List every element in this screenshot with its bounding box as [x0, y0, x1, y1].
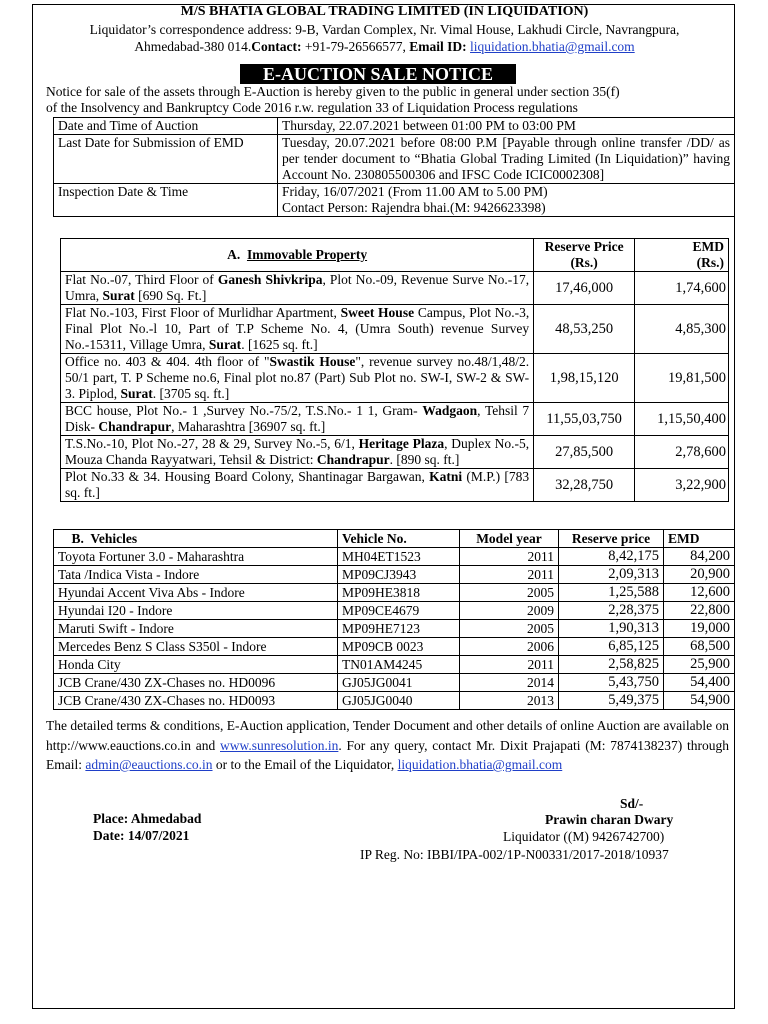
property-emd: 4,85,300 [635, 305, 729, 354]
vehicle-row [54, 566, 735, 584]
immovable-property-table [60, 238, 729, 502]
property-text: Office no. 403 & 404. 4th floor of " [65, 354, 270, 369]
model-year: 2005 [460, 620, 559, 638]
property-text: ", revenue survey no.48/1,48/2. 50/1 part, T. P Scheme no.6, Final plot no.87 (Part) Sub Plot no. SW-I, SW-2 & SW-3. Piplod, [65, 354, 530, 401]
schedule-row [54, 135, 735, 184]
reserve-header-line2: (Rs.) [570, 255, 598, 270]
vehicle-row [54, 548, 735, 566]
liquidator-email-link[interactable]: liquidation.bhatia@gmail.com [397, 757, 563, 772]
date: Date: 14/07/2021 [93, 828, 190, 843]
vehicle-reserve-price: 6,85,125 [559, 638, 664, 656]
property-description [61, 272, 534, 305]
section-b-title: Vehicles [90, 531, 138, 546]
schedule-row [54, 184, 735, 217]
model-year: 2011 [460, 656, 559, 674]
reserve-price-header: Reserve price [559, 530, 664, 548]
model-year: 2006 [460, 638, 559, 656]
property-section-heading [61, 239, 534, 272]
property-reserve-price: 1,98,15,120 [534, 354, 635, 403]
place: Place: Ahmedabad [93, 811, 202, 826]
property-text: , Tehsil 7 Disk- [65, 403, 530, 434]
notice-title: E-AUCTION SALE NOTICE [240, 64, 516, 84]
vehicle-number: MP09HE3818 [338, 584, 460, 602]
footer-text-2: . For any query, contact Mr. Dixit Prajapati (M: 7874138237) through Email: [46, 737, 729, 772]
property-highlight: Surat [208, 337, 242, 352]
model-year: 2014 [460, 674, 559, 692]
liquidator-name: Prawin charan Dwary [545, 812, 674, 827]
vehicle-emd: 54,900 [664, 692, 735, 710]
property-row [61, 469, 729, 502]
address-line-1: Liquidator’s correspondence address: 9-B, Vardan Complex, Nr. Vimal House, Lakhudi Circle, Navrangpura, [89, 22, 680, 37]
vehicle-reserve-price: 5,43,750 [559, 674, 664, 692]
property-row [61, 272, 729, 305]
schedule-label: Last Date for Submission of EMD [54, 135, 278, 184]
property-emd: 1,74,600 [635, 272, 729, 305]
model-year: 2013 [460, 692, 559, 710]
property-row [61, 354, 729, 403]
vehicle-emd: 84,200 [664, 548, 735, 566]
company-title: M/S BHATIA GLOBAL TRADING LIMITED (IN LIQUIDATION) [180, 4, 589, 19]
property-highlight: Ganesh Shivkripa [217, 272, 323, 287]
section-b-label: B. [71, 531, 84, 546]
property-reserve-price: 27,85,500 [534, 436, 635, 469]
vehicle-row [54, 692, 735, 710]
vehicle-name: Hyundai Accent Viva Abs - Indore [54, 584, 338, 602]
footer-text-1: The detailed terms & conditions, E-Auction application, Tender Document and other details of online Auction are available on http://www.eauctions.co.in and [46, 718, 729, 753]
vehicle-reserve-price: 8,42,175 [559, 548, 664, 566]
model-year: 2005 [460, 584, 559, 602]
email-label: Email ID: [409, 39, 467, 54]
vehicle-emd: 19,000 [664, 620, 735, 638]
vehicle-reserve-price: 1,25,588 [559, 584, 664, 602]
vehicle-reserve-price: 2,28,375 [559, 602, 664, 620]
property-text: Flat No.-103, First Floor of Murlidhar Apartment, [65, 305, 341, 320]
property-description [61, 305, 534, 354]
property-highlight: Heritage Plaza [358, 436, 445, 451]
emd-header-line2: (Rs.) [696, 255, 724, 270]
vehicle-reserve-price: 5,49,375 [559, 692, 664, 710]
schedule-value: Thursday, 22.07.2021 between 01:00 PM to 03:00 PM [278, 118, 735, 135]
signature-sd: Sd/- [620, 796, 644, 811]
property-highlight: Surat [102, 288, 135, 303]
schedule-value: Tuesday, 20.07.2021 before 08:00 P.M [Payable through online transfer /DD/ as per tender document to “Bhatia Global Trading Limited (In Liquidation)” having Account No. 230805500306 and IFSC Code ICIC0002308] [278, 135, 735, 184]
section-a-label: A. [227, 247, 241, 262]
vehicle-reserve-price: 1,90,313 [559, 620, 664, 638]
property-description [61, 436, 534, 469]
vehicles-section-heading [54, 530, 338, 548]
property-highlight: Wadgaon [422, 403, 478, 418]
property-emd: 3,22,900 [635, 469, 729, 502]
vehicle-row [54, 638, 735, 656]
liquidator-role: Liquidator ((M) 9426742700) [503, 829, 665, 844]
property-emd: 19,81,500 [635, 354, 729, 403]
vehicle-number: GJ05JG0041 [338, 674, 460, 692]
property-reserve-price: 32,28,750 [534, 469, 635, 502]
address-line-2 [33, 38, 736, 55]
property-highlight: Katni [429, 469, 463, 484]
vehicle-number: MP09CE4679 [338, 602, 460, 620]
vehicle-name: Maruti Swift - Indore [54, 620, 338, 638]
property-text: , Maharashtra [36907 sq. ft.] [171, 419, 326, 434]
property-highlight: Chandrapur [98, 419, 172, 434]
property-text: BCC house, Plot No.- 1 ,Survey No.-75/2, T.S.No.- 1 1, Gram- [65, 403, 423, 418]
schedule-row [54, 118, 735, 135]
vehicles-header-row [54, 530, 735, 548]
vehicle-number: MP09CJ3943 [338, 566, 460, 584]
property-highlight: Swastik House [269, 354, 356, 369]
property-highlight: Surat [120, 386, 153, 401]
property-text: (M.P.) [783 sq. ft.] [65, 469, 530, 500]
vehicle-name: Toyota Fortuner 3.0 - Maharashtra [54, 548, 338, 566]
property-description [61, 354, 534, 403]
vehicle-row [54, 656, 735, 674]
reserve-header-line1: Reserve Price [544, 239, 624, 254]
property-header-row [61, 239, 729, 272]
intro-line-1: Notice for sale of the assets through E-Auction is hereby given to the public in general under section 35(f) [46, 84, 620, 99]
vehicle-reserve-price: 2,09,313 [559, 566, 664, 584]
vehicle-name: JCB Crane/430 ZX-Chases no. HD0096 [54, 674, 338, 692]
vehicle-number: MP09HE7123 [338, 620, 460, 638]
property-reserve-price: 11,55,03,750 [534, 403, 635, 436]
vehicle-name: Tata /Indica Vista - Indore [54, 566, 338, 584]
reserve-price-header [534, 239, 635, 272]
vehicle-number: GJ05JG0040 [338, 692, 460, 710]
vehicle-emd: 68,500 [664, 638, 735, 656]
property-emd: 1,15,50,400 [635, 403, 729, 436]
vehicle-name: JCB Crane/430 ZX-Chases no. HD0093 [54, 692, 338, 710]
property-reserve-price: 48,53,250 [534, 305, 635, 354]
property-text: . [3705 sq. ft.] [152, 386, 230, 401]
property-text: T.S.No.-10, Plot No.-27, 28 & 29, Survey No.-5, 6/1, [65, 436, 359, 451]
property-text: , Plot No.-09, Revenue Surve No.-17, Umra, [65, 272, 530, 303]
property-description [61, 403, 534, 436]
property-highlight: Sweet House [340, 305, 415, 320]
intro-line-2: of the Insolvency and Bankruptcy Code 2016 r.w. regulation 33 of Liquidation Process regulations [46, 100, 578, 115]
property-description [61, 469, 534, 502]
schedule-value [278, 184, 735, 217]
address-city: Ahmedabad-380 014. [134, 39, 252, 54]
emd-header: EMD [664, 530, 735, 548]
vehicle-emd: 20,900 [664, 566, 735, 584]
footer-paragraph [46, 716, 729, 775]
vehicle-name: Honda City [54, 656, 338, 674]
model-year: 2009 [460, 602, 559, 620]
emd-header [635, 239, 729, 272]
vehicle-emd: 12,600 [664, 584, 735, 602]
vehicle-emd: 54,400 [664, 674, 735, 692]
property-text: . [890 sq. ft.] [389, 452, 460, 467]
vehicle-name: Hyundai I20 - Indore [54, 602, 338, 620]
vehicle-name: Mercedes Benz S Class S350l - Indore [54, 638, 338, 656]
property-text: [690 Sq. Ft.] [134, 288, 207, 303]
property-highlight: Chandrapur [316, 452, 390, 467]
section-a-title: Immovable Property [246, 247, 368, 262]
inspection-contact: Contact Person: Rajendra bhai.(M: 9426623398) [282, 200, 546, 215]
schedule-label: Date and Time of Auction [54, 118, 278, 135]
emd-header-line1: EMD [692, 239, 724, 254]
vehicle-row [54, 674, 735, 692]
property-row [61, 403, 729, 436]
eauctions-email-link[interactable]: admin@eauctions.co.in [85, 757, 213, 772]
auction-schedule-table [53, 117, 735, 217]
footer-text-3: or to the Email of the Liquidator, [212, 757, 398, 772]
property-text: , Duplex No.-5, Mouza Chanda Rayyatwari, Tehsil & District: [65, 436, 530, 467]
vehicle-no-header: Vehicle No. [338, 530, 460, 548]
property-emd: 2,78,600 [635, 436, 729, 469]
sunresolution-link[interactable]: www.sunresolution.in [220, 737, 339, 753]
model-year: 2011 [460, 548, 559, 566]
vehicles-table [53, 529, 735, 710]
contact-phone: +91-79-26566577, [301, 39, 410, 54]
property-text: . [1625 sq. ft.] [241, 337, 318, 352]
property-text: Campus, Plot No.-3, Final Plot No.-l 10, Part of T.P Scheme No. 4, (Umra South) revenue Survey No.-15311, Village Umra, [65, 305, 530, 352]
vehicle-number: MH04ET1523 [338, 548, 460, 566]
vehicle-emd: 25,900 [664, 656, 735, 674]
vehicle-number: TN01AM4245 [338, 656, 460, 674]
vehicle-row [54, 584, 735, 602]
liquidator-email-link[interactable]: liquidation.bhatia@gmail.com [470, 39, 635, 54]
vehicle-row [54, 602, 735, 620]
property-row [61, 305, 729, 354]
vehicle-number: MP09CB 0023 [338, 638, 460, 656]
property-text: Plot No.33 & 34. Housing Board Colony, Shantinagar Bargawan, [65, 469, 430, 484]
inspection-date: Friday, 16/07/2021 (From 11.00 AM to 5.00 PM) [282, 184, 548, 199]
model-year: 2011 [460, 566, 559, 584]
ip-registration: IP Reg. No: IBBI/IPA-002/1P-N00331/2017-2018/10937 [360, 847, 669, 862]
schedule-label: Inspection Date & Time [54, 184, 278, 217]
contact-label: Contact: [251, 39, 302, 54]
vehicle-reserve-price: 2,58,825 [559, 656, 664, 674]
property-row [61, 436, 729, 469]
vehicle-row [54, 620, 735, 638]
property-text: Flat No.-07, Third Floor of [65, 272, 218, 287]
vehicle-emd: 22,800 [664, 602, 735, 620]
property-reserve-price: 17,46,000 [534, 272, 635, 305]
model-year-header: Model year [460, 530, 559, 548]
